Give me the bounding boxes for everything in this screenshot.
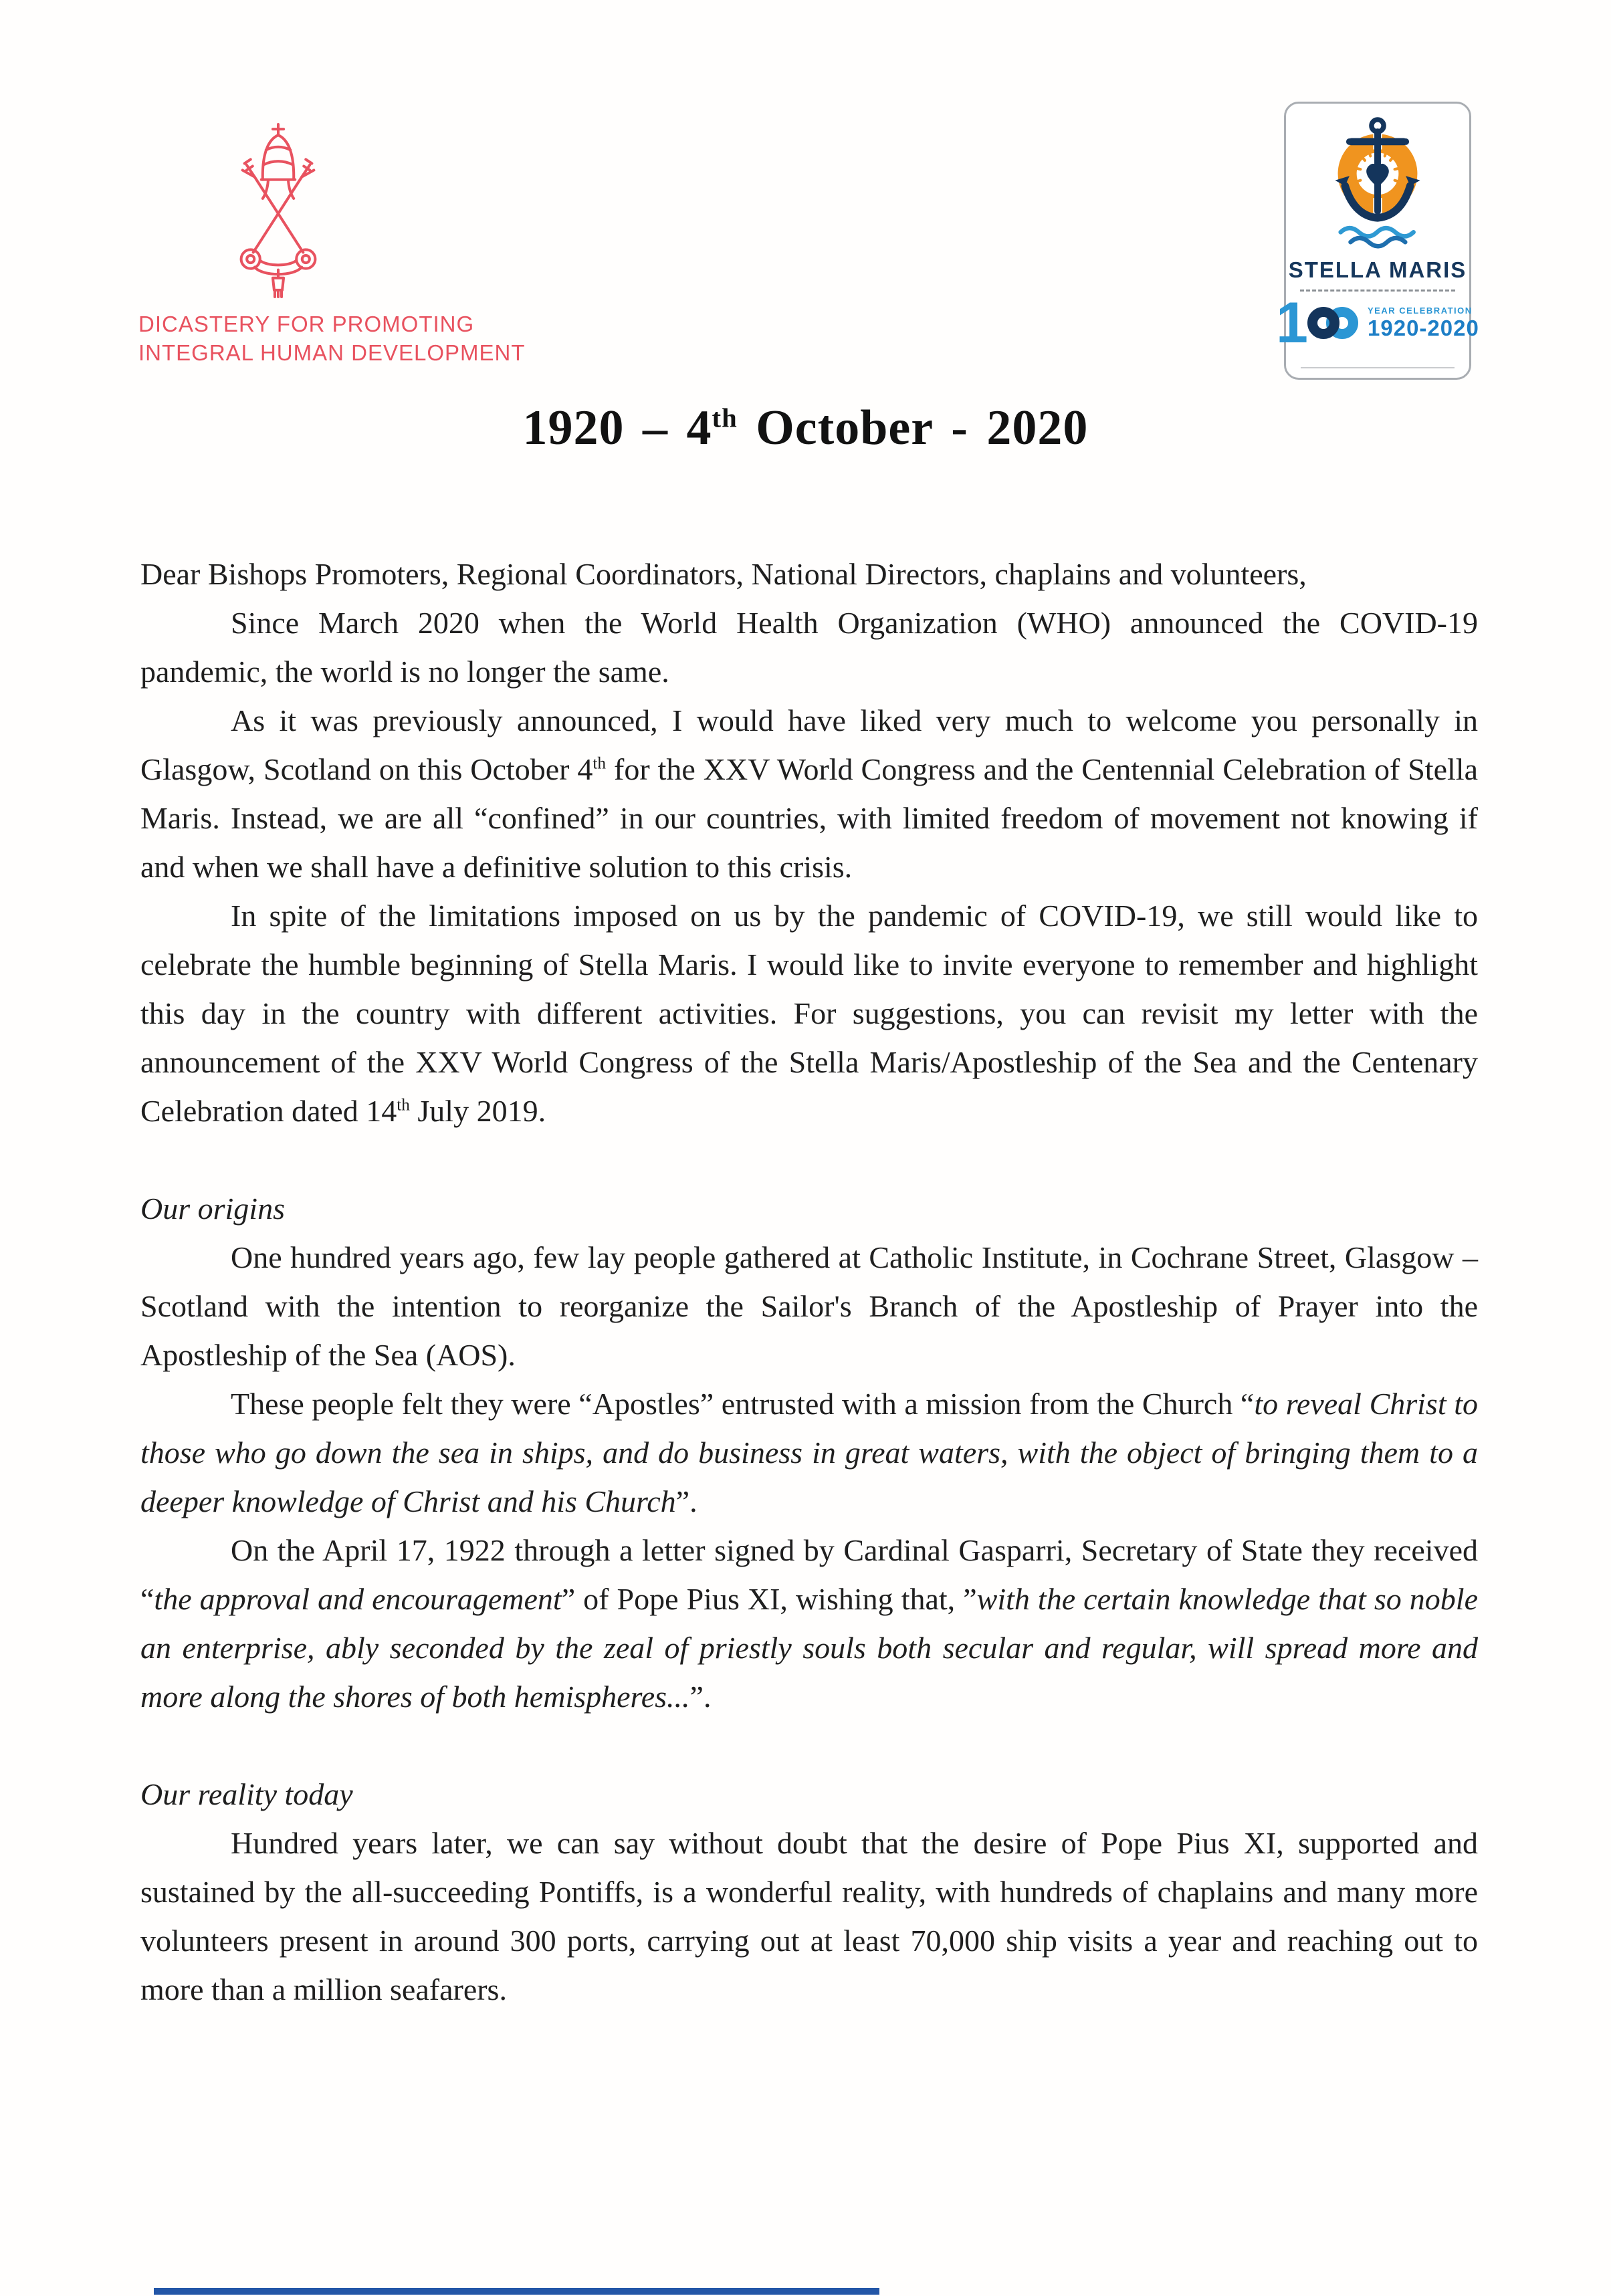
stella-maris-logo [1276,102,1479,380]
centenary-row [1276,291,1479,355]
paragraph: Since March 2020 when the World Health Organization (WHO) announced the COVID-19 pandemic, the world is no longer the same. [140,606,1478,689]
dicastery-name-line1: DICASTERY FOR PROMOTING [138,312,475,336]
paragraph: Dear Bishops Promoters, Regional Coordinators, National Directors, chaplains and volunteers, [140,557,1307,591]
paragraph: These people felt they were “Apostles” entrusted with a mission from the Church “to reveal Christ to those who go down the sea in ships, and do business in great waters, with the object of bringing them to a deeper knowledge of Christ and his Church”. [140,1387,1478,1518]
paragraph: Hundred years later, we can say without doubt that the desire of Pope Pius XI, supported and sustained by the all-succeeding Pontiffs, is a wonderful reality, with hundreds of chaplains and many more volunteers present in around 300 ports, carrying out at least 70,000 ship visits a year and reaching out to more than a million seafarers. [140,1826,1478,2006]
stella-logo-divider [1300,290,1456,292]
stella-logo-footer-line [1301,367,1455,368]
paragraph: In spite of the limitations imposed on us by the pandemic of COVID-19, we still would like to celebrate the humble beginning of Stella Maris. I would like to invite everyone to remember and highlight this day in the country with different activities. For suggestions, you can revisit my letter with the announcement of the XXV World Congress of the Stella Maris/Apostleship of the Sea and the Centenary Celebration dated 14th July 2019. [140,899,1478,1128]
letter-body [140,550,1478,2014]
scan-artifact-line [154,2288,879,2295]
section-heading: Our reality today [140,1777,353,1811]
paragraph: As it was previously announced, I would have liked very much to welcome you personally in Glasgow, Scotland on this October 4th for the XXV World Congress and the Centennial Celebration of Stella Maris. Instead, we are all “confined” in our countries, with limited freedom of movement not knowing if and when we shall have a definitive solution to this crisis. [140,703,1478,884]
hundred-digit-1: 1 [1276,291,1309,355]
hundred-mark [1276,291,1358,355]
paragraph: On the April 17, 1922 through a letter signed by Cardinal Gasparri, Secretary of State they received “the approval and encouragement” of Pope Pius XI, wishing that, ”with the certain knowledge that so noble an enterprise, ably seconded by the zeal of priestly souls both secular and regular, will spread more and more along the shores of both hemispheres...”. [140,1533,1478,1714]
section-heading: Our origins [140,1191,285,1226]
years-range-label: 1920-2020 [1368,315,1479,340]
centenary-years [1368,306,1479,341]
paragraph: One hundred years ago, few lay people gathered at Catholic Institute, in Cochrane Street, Glasgow – Scotland with the intention to reorganize the Sailor's Branch of the Apostleship of Prayer into the Apostleship of the Sea (AOS). [140,1240,1478,1372]
vatican-crossed-keys-emblem-icon [221,120,336,302]
page-title: 1920 – 4th October - 2020 [522,400,1089,455]
dicastery-name [138,310,526,367]
year-celebration-label: YEAR CELEBRATION [1368,305,1473,316]
anchor-lifebuoy-icon [1312,113,1443,252]
hundred-zero-dark [1307,307,1339,339]
dicastery-name-line2: INTEGRAL HUMAN DEVELOPMENT [138,340,526,365]
stella-maris-wordmark: STELLA MARIS [1288,257,1467,282]
